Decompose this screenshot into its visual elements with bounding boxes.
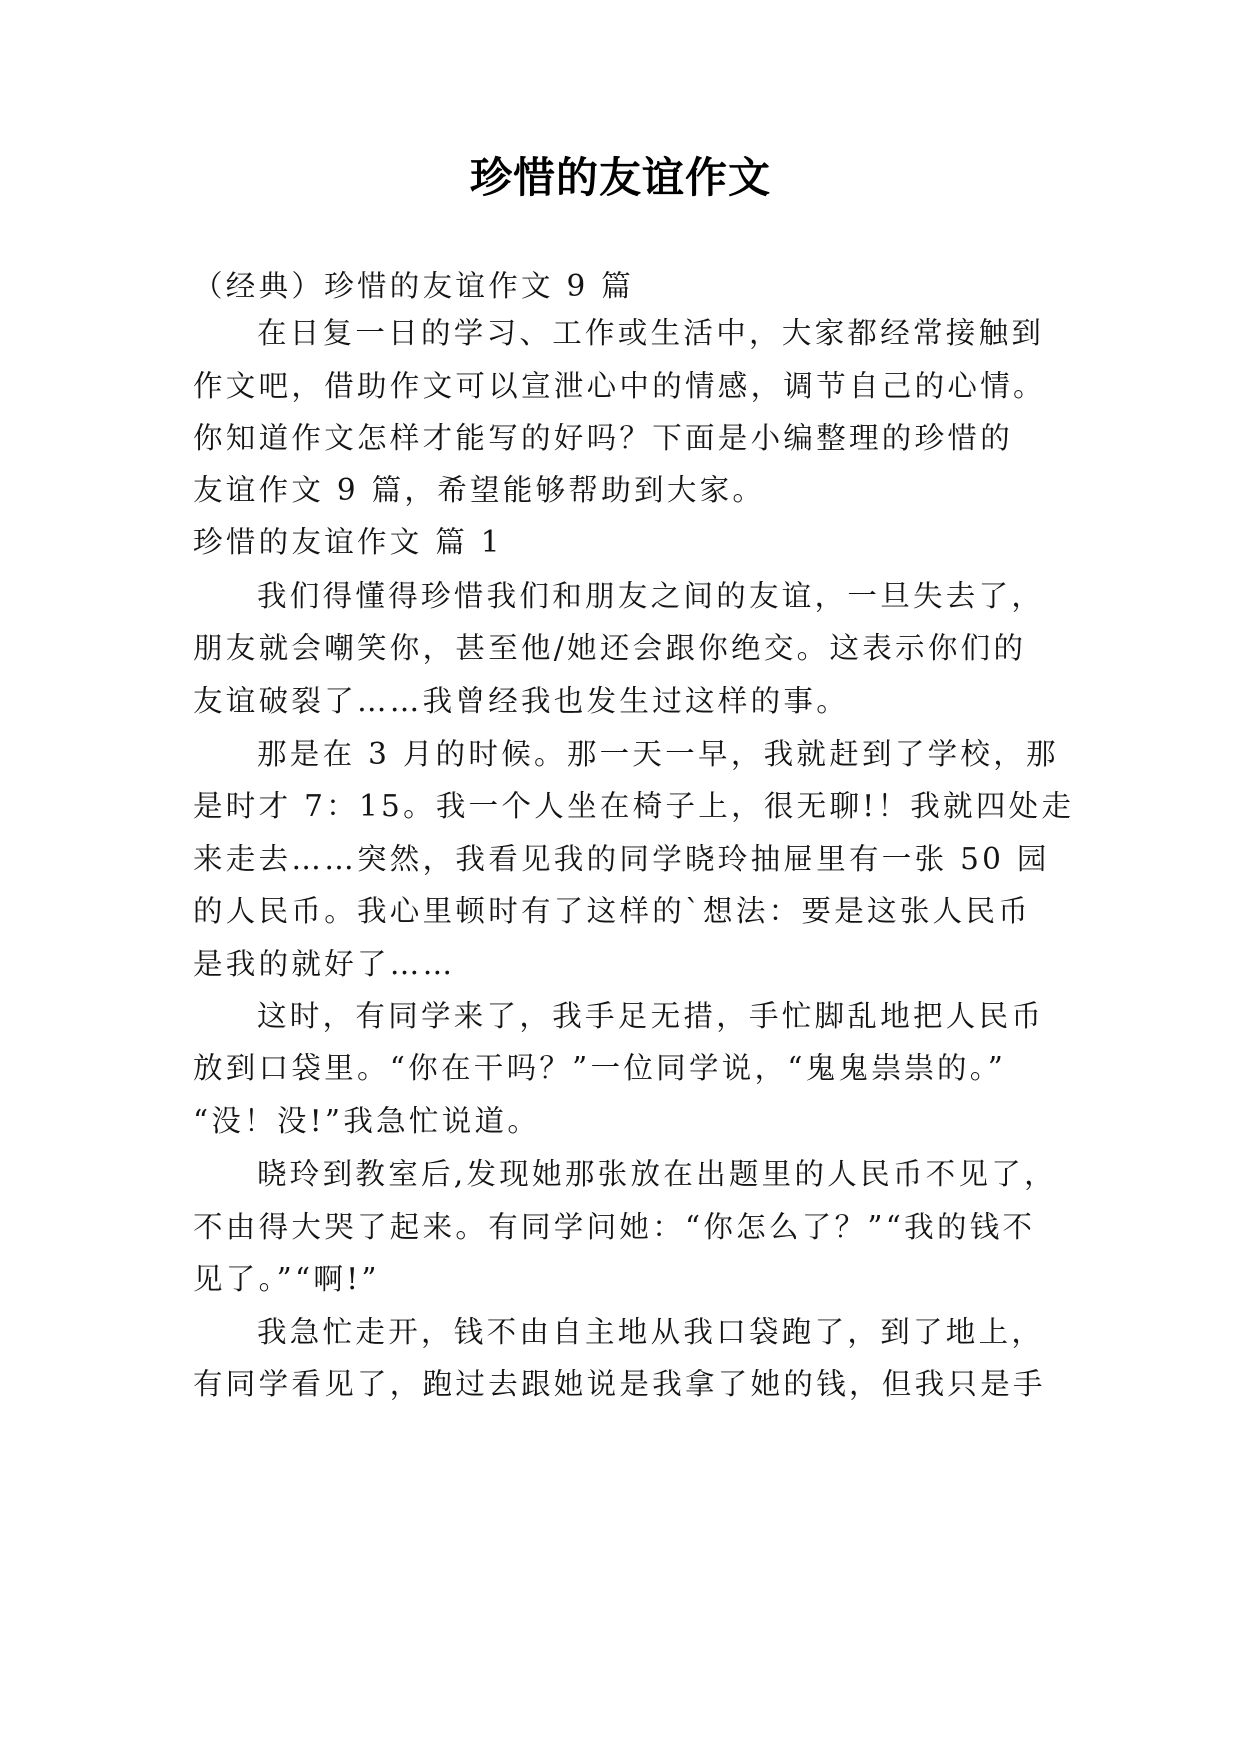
paragraph-line: 见了。”“啊!” <box>193 1262 380 1296</box>
paragraph-line: 我们得懂得珍惜我们和朋友之间的友谊，一旦失去了， <box>257 579 1045 613</box>
paragraph-line: 不由得大哭了起来。有同学问她：“你怎么了？”“我的钱不 <box>193 1210 1036 1244</box>
paragraph-line: 放到口袋里。“你在干吗？”一位同学说，“鬼鬼祟祟的。” <box>193 1051 1007 1085</box>
paragraph-line: 这时，有同学来了，我手足无措，手忙脚乱地把人民币 <box>257 999 1045 1033</box>
paragraph-line: 晓玲到教室后,发现她那张放在出题里的人民币不见了， <box>257 1157 1057 1191</box>
paragraph-line: 是我的就好了…… <box>193 947 456 981</box>
paragraph-line: 友谊破裂了……我曾经我也发生过这样的事。 <box>193 684 849 718</box>
paragraph-line: 是时才 7：15。我一个人坐在椅子上，很无聊!！我就四处走 <box>193 789 1075 823</box>
paragraph-line: 在日复一日的学习、工作或生活中，大家都经常接触到 <box>257 316 1045 350</box>
paragraph-line: 那是在 3 月的时候。那一天一早，我就赶到了学校，那 <box>257 737 1059 771</box>
paragraph-line: 朋友就会嘲笑你，甚至他/她还会跟你绝交。这表示你们的 <box>193 631 1027 665</box>
document-title: 珍惜的友谊作文 <box>469 153 771 202</box>
paragraph-line: 有同学看见了，跑过去跟她说是我拿了她的钱，但我只是手 <box>193 1367 1046 1401</box>
paragraph-line: 作文吧，借助作文可以宣泄心中的情感，调节自己的心情。 <box>193 369 1046 403</box>
paragraph-line: 的人民币。我心里顿时有了这样的`想法：要是这张人民币 <box>193 894 1032 928</box>
paragraph-line: 我急忙走开，钱不由自主地从我口袋跑了，到了地上， <box>257 1315 1045 1349</box>
paragraph-line: 友谊作文 9 篇，希望能够帮助到大家。 <box>193 473 766 507</box>
paragraph-line: 来走去……突然，我看见我的同学晓玲抽屉里有一张 50 园 <box>193 842 1050 876</box>
paragraph-line: 你知道作文怎样才能写的好吗？下面是小编整理的珍惜的 <box>193 421 1014 455</box>
paragraph-line: “没！没!”我急忙说道。 <box>193 1104 541 1138</box>
subtitle-line: （经典）珍惜的友谊作文 9 篇 <box>193 269 635 303</box>
section-heading: 珍惜的友谊作文 篇 1 <box>193 525 503 559</box>
